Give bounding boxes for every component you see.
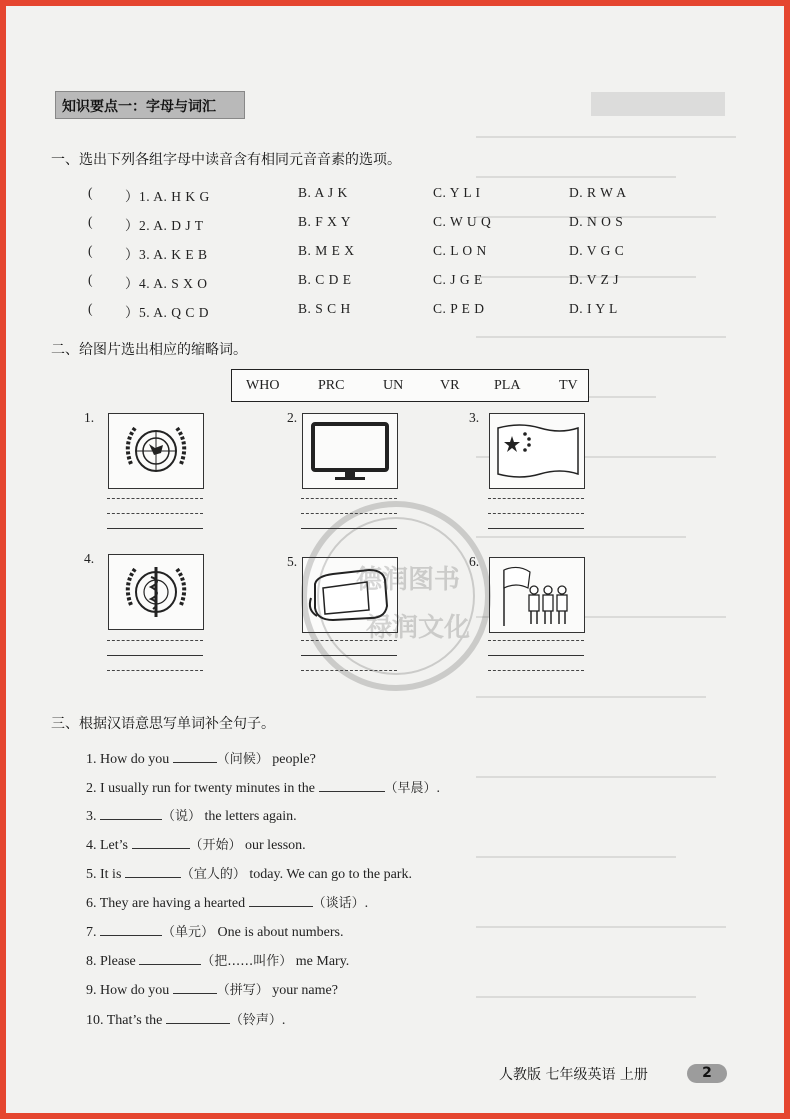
answer-blank[interactable] xyxy=(132,836,190,849)
sentence-text: 1. How do you xyxy=(86,752,173,767)
chinese-hint: （单元） xyxy=(162,925,215,940)
chinese-hint: （铃声） xyxy=(229,1013,282,1028)
chinese-hint: （问候） xyxy=(216,752,269,767)
sentence-text: . xyxy=(281,1013,286,1028)
sentence-item xyxy=(86,950,349,970)
answer-blank[interactable] xyxy=(139,952,201,965)
sentence-text: . xyxy=(364,896,369,911)
sentence-item xyxy=(86,748,316,768)
q1-title: 一、选出下列各组字母中读音含有相同元音音素的选项。 xyxy=(51,152,401,168)
answer-blank[interactable] xyxy=(125,865,181,878)
picture-number: 5. xyxy=(287,554,298,569)
q1-item-c: C. W U Q xyxy=(433,214,492,229)
chinese-hint: （说） xyxy=(162,809,202,824)
q1-item-a: ）4. A. S X O xyxy=(125,276,208,291)
answer-blank[interactable] xyxy=(319,779,385,792)
answer-blank[interactable] xyxy=(100,923,162,936)
answer-blank[interactable] xyxy=(173,750,217,763)
q1-item-d: D. I Y L xyxy=(569,301,618,316)
sentence-text: . xyxy=(436,781,441,796)
abbreviation-option: VR xyxy=(440,378,460,393)
answer-paren: ( xyxy=(88,301,93,316)
answer-line xyxy=(107,513,203,514)
show-through-header xyxy=(591,92,725,116)
answer-line xyxy=(107,528,203,529)
answer-blank[interactable] xyxy=(173,981,217,994)
q1-item-b: B. F X Y xyxy=(298,214,352,229)
q1-item-a: ）5. A. Q C D xyxy=(125,305,210,320)
abbreviation-option: PLA xyxy=(494,378,521,393)
sentence-text: 2. I usually run for twenty minutes in the xyxy=(86,781,319,796)
answer-paren: ( xyxy=(88,272,93,287)
answer-line xyxy=(107,670,203,671)
chinese-hint: （谈话） xyxy=(312,896,365,911)
answer-paren: ( xyxy=(88,243,93,258)
page-number: 2 xyxy=(687,1064,727,1083)
sentence-item xyxy=(86,921,344,941)
sentence-item xyxy=(86,834,306,854)
chinese-hint: （开始） xyxy=(189,838,242,853)
sentence-item xyxy=(86,1009,285,1029)
q2-title: 二、给图片选出相应的缩略词。 xyxy=(51,342,247,358)
who-emblem-icon xyxy=(108,554,204,630)
chinese-hint: （宜人的） xyxy=(180,867,246,882)
sentence-text: 7. xyxy=(86,925,100,940)
tv-icon xyxy=(302,413,398,489)
q1-item-b: B. M E X xyxy=(298,243,355,258)
answer-line xyxy=(107,655,203,656)
sentence-text: 9. How do you xyxy=(86,983,173,998)
sentence-text: your name? xyxy=(268,983,338,998)
q1-item-d: D. V Z J xyxy=(569,272,620,287)
q1-item-c: C. L O N xyxy=(433,243,487,258)
chinese-hint: （早晨） xyxy=(384,781,437,796)
q1-item-a: ）2. A. D J T xyxy=(125,218,204,233)
sentence-text: One is about numbers. xyxy=(214,925,344,940)
abbreviation-option: TV xyxy=(559,378,578,393)
sentence-text: 8. Please xyxy=(86,954,140,969)
q1-item-d: D. N O S xyxy=(569,214,624,229)
sentence-item xyxy=(86,805,297,825)
chinese-hint: （拼写） xyxy=(216,983,269,998)
answer-blank[interactable] xyxy=(249,894,313,907)
sentence-item xyxy=(86,892,368,912)
sentence-text: 10. That’s the xyxy=(86,1013,166,1028)
abbreviation-box xyxy=(231,369,589,402)
answer-line xyxy=(107,498,203,499)
answer-line xyxy=(107,640,203,641)
picture-number: 4. xyxy=(84,551,95,566)
q1-item-b: B. S C H xyxy=(298,301,351,316)
stamp-text: 德润图书 xyxy=(356,565,461,595)
q1-item-b: B. A J K xyxy=(298,185,348,200)
sentence-item xyxy=(86,979,338,999)
picture-number: 2. xyxy=(287,410,298,425)
sentence-text: our lesson. xyxy=(241,838,306,853)
sentence-text: 6. They are having a hearted xyxy=(86,896,249,911)
answer-blank[interactable] xyxy=(166,1011,230,1024)
sentence-text: 4. Let’s xyxy=(86,838,132,853)
q1-item-b: B. C D E xyxy=(298,272,352,287)
q1-item-a: ）1. A. H K G xyxy=(125,189,210,204)
china-flag-icon xyxy=(489,413,585,489)
watermark-stamp xyxy=(296,496,516,696)
stamp-text-2: 禄润文化 xyxy=(366,613,471,643)
sentence-text: 5. It is xyxy=(86,867,125,882)
abbreviation-option: UN xyxy=(383,378,404,393)
abbreviation-option: PRC xyxy=(318,378,345,393)
q1-item-c: C. J G E xyxy=(433,272,483,287)
footer-book-title: 人教版 七年级英语 上册 xyxy=(499,1067,648,1083)
answer-paren: ( xyxy=(88,185,93,200)
answer-paren: ( xyxy=(88,214,93,229)
sentence-text: 3. xyxy=(86,809,100,824)
q1-item-a: ）3. A. K E B xyxy=(125,247,208,262)
answer-blank[interactable] xyxy=(100,807,162,820)
picture-number: 3. xyxy=(469,410,480,425)
q1-item-d: D. V G C xyxy=(569,243,625,258)
picture-number: 1. xyxy=(84,410,95,425)
worksheet-page xyxy=(6,6,784,1113)
chinese-hint: （把……叫作） xyxy=(201,954,293,969)
q1-item-d: D. R W A xyxy=(569,185,627,200)
section-header xyxy=(55,91,245,119)
sentence-text: people? xyxy=(268,752,316,767)
sentence-text: me Mary. xyxy=(292,954,350,969)
sentence-item xyxy=(86,777,440,797)
picture-number: 6. xyxy=(469,554,480,569)
abbreviation-option: WHO xyxy=(246,378,280,393)
q1-item-c: C. Y L I xyxy=(433,185,481,200)
sentence-text: the letters again. xyxy=(201,809,297,824)
sentence-text: today. We can go to the park. xyxy=(245,867,412,882)
q1-item-c: C. P E D xyxy=(433,301,485,316)
q3-title: 三、根据汉语意思写单词补全句子。 xyxy=(51,716,275,732)
section-header-text: 知识要点一：字母与词汇 xyxy=(62,99,216,115)
un-emblem-icon xyxy=(108,413,204,489)
sentence-item xyxy=(86,863,412,883)
